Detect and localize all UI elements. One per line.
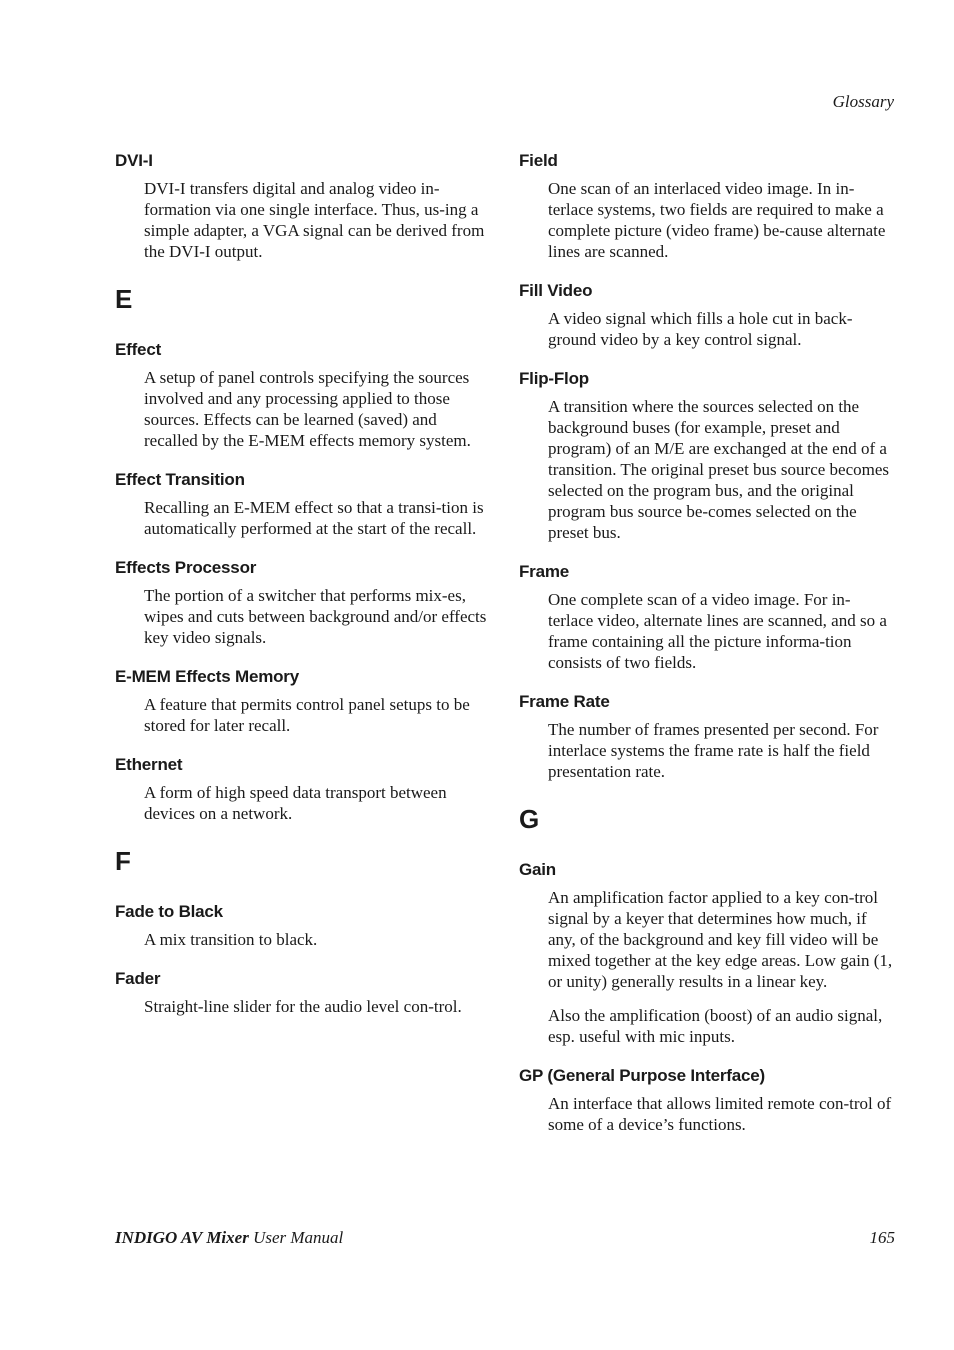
- glossary-entry-fader: [115, 968, 491, 1017]
- glossary-term: Flip-Flop: [519, 369, 589, 388]
- glossary-entry-gain: [519, 859, 895, 1047]
- glossary-definition: An interface that allows limited remote con-trol of some of a device’s functions.: [548, 1094, 892, 1134]
- glossary-entry-fade-to-black: [115, 901, 491, 950]
- glossary-term: E-MEM Effects Memory: [115, 667, 299, 686]
- glossary-entry-effect-transition: [115, 469, 491, 539]
- glossary-definition: One complete scan of a video image. For in-terlace video, alternate lines are scanned, and so a frame containing all the picture informa-tion consists of two fields.: [548, 590, 887, 672]
- glossary-term: GP (General Purpose Interface): [519, 1066, 765, 1085]
- glossary-term: Effect Transition: [115, 470, 245, 489]
- glossary-entry-effect: [115, 339, 491, 451]
- glossary-term: Effects Processor: [115, 558, 257, 577]
- glossary-definition: A form of high speed data transport between devices on a network.: [144, 783, 447, 823]
- product-name: INDIGO AV Mixer: [115, 1228, 249, 1247]
- glossary-entry-flip-flop: [519, 368, 895, 543]
- glossary-definition: A mix transition to black.: [144, 930, 318, 949]
- glossary-entry-gp-general-purpose-interface: [519, 1065, 895, 1135]
- page-footer: [115, 1228, 895, 1248]
- glossary-entry-e-mem-effects-memory: [115, 666, 491, 736]
- glossary-definition: The number of frames presented per second. For interlace systems the frame rate is half the field presentation rate.: [548, 720, 879, 781]
- glossary-term: DVI-I: [115, 151, 153, 170]
- glossary-definition: Straight-line slider for the audio level con-trol.: [144, 997, 462, 1016]
- glossary-term: Frame: [519, 562, 570, 581]
- glossary-definition: A setup of panel controls specifying the sources involved and any processing applied to those sources. Effects can be learned (saved) and recalled by the E-MEM effects memory system.: [144, 368, 471, 450]
- section-letter-g: G: [519, 804, 540, 834]
- glossary-entry-fill-video: [519, 280, 895, 350]
- glossary-definition: The portion of a switcher that performs mix-es, wipes and cuts between background and/or effects key video signals.: [144, 586, 487, 647]
- glossary-term: Field: [519, 151, 558, 170]
- glossary-definition: An amplification factor applied to a key con-trol signal by a keyer that determines how much, if any, of the background and key fill video will be mixed together at the key edge areas. Low gain (1, or unity) generally results in a linear key.: [548, 888, 893, 991]
- glossary-entry-field: [519, 150, 895, 262]
- glossary-term: Gain: [519, 860, 556, 879]
- glossary-column-right: [519, 150, 895, 1153]
- glossary-entry-dvi-i: [115, 150, 491, 262]
- glossary-definition: A video signal which fills a hole cut in back-ground video by a key control signal.: [548, 309, 853, 349]
- running-header: Glossary: [832, 92, 894, 111]
- glossary-term: Fade to Black: [115, 902, 223, 921]
- glossary-term: Fill Video: [519, 281, 593, 300]
- document-name: User Manual: [248, 1228, 344, 1247]
- glossary-definition: DVI-I transfers digital and analog video in-formation via one single interface. Thus, us-ing a simple adapter, a VGA signal can be derived from the DVI-I output.: [144, 179, 485, 261]
- glossary-definition: A feature that permits control panel setups to be stored for later recall.: [144, 695, 470, 735]
- glossary-definition: A transition where the sources selected on the background buses (for example, preset and program) of an M/E are exchanged at the end of a transition. The original preset bus source becomes selected on the program bus, and the original program bus source be-comes selected on the preset bus.: [548, 397, 890, 542]
- glossary-entry-ethernet: [115, 754, 491, 824]
- glossary-definition: One scan of an interlaced video image. In in-terlace systems, two fields are required to make a complete picture (video frame) be-cause alternate lines are scanned.: [548, 179, 886, 261]
- section-letter-f: F: [115, 846, 131, 876]
- section-letter-e: E: [115, 284, 133, 314]
- glossary-entry-effects-processor: [115, 557, 491, 648]
- glossary-definition: Recalling an E-MEM effect so that a transi-tion is automatically performed at the start of the recall.: [144, 498, 484, 538]
- glossary-definition: Also the amplification (boost) of an audio signal, esp. useful with mic inputs.: [548, 1006, 883, 1046]
- glossary-term: Ethernet: [115, 755, 183, 774]
- glossary-term: Frame Rate: [519, 692, 610, 711]
- glossary-entry-frame: [519, 561, 895, 673]
- glossary-column-left: [115, 150, 491, 1035]
- page-number: 165: [869, 1228, 895, 1247]
- glossary-term: Effect: [115, 340, 162, 359]
- glossary-entry-frame-rate: [519, 691, 895, 782]
- glossary-term: Fader: [115, 969, 161, 988]
